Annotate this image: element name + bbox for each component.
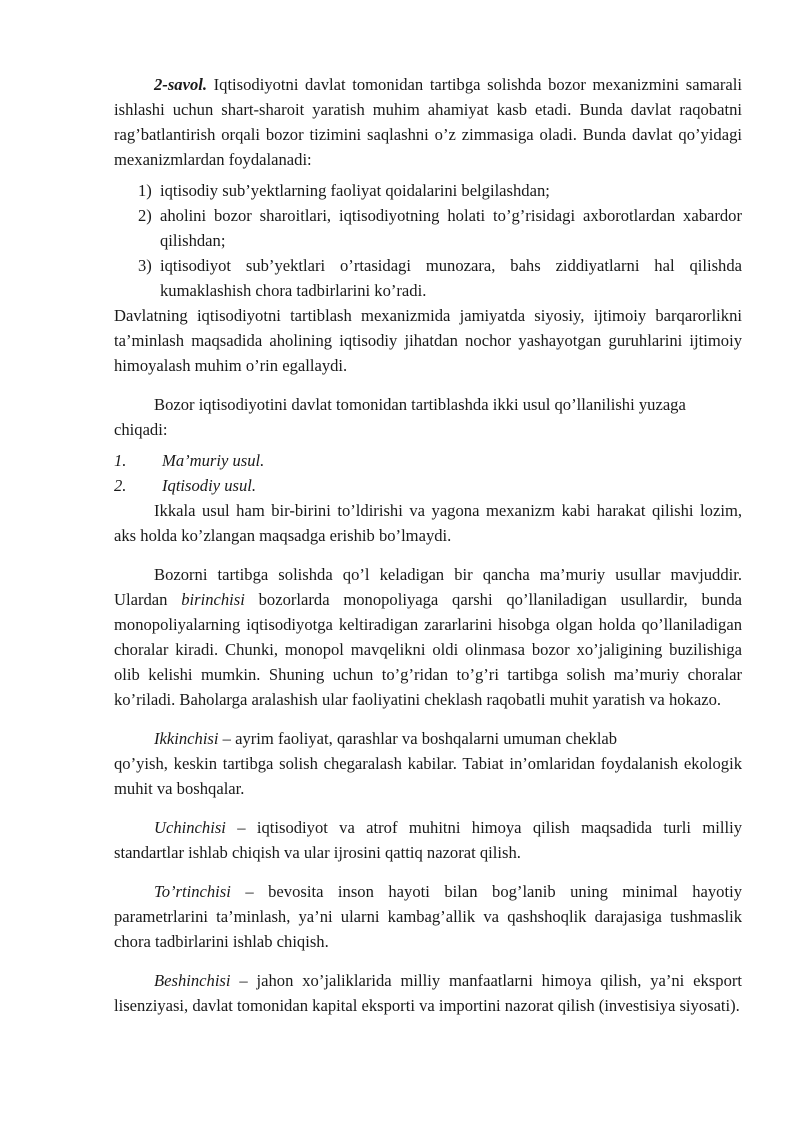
mechanism-list bbox=[114, 178, 742, 303]
paragraph-text: – bevosita inson hayoti bilan bog’lanib uning minimal hayotiy parametrlarini ta’minlash, ya’ni ularni kambag’allik va qashshoqlik darajasiga tushmaslik chora tadbirlarini ishlab chiqish. bbox=[114, 882, 742, 951]
list-item bbox=[114, 178, 742, 203]
fifth-method-paragraph bbox=[114, 968, 742, 1018]
list-item-text: iqtisodiyot sub’yektlari o’rtasidagi munozara, bahs ziddiyatlarni hal qilishda kumaklashish chora tadbirlarini ko’radi. bbox=[160, 256, 742, 300]
paragraph-text: – iqtisodiyot va atrof muhitni himoya qilish maqsadida turli milliy standartlar ishlab chiqish va ular ijrosini qattiq nazorat qilish. bbox=[114, 818, 742, 862]
list-marker: 1. bbox=[114, 451, 127, 470]
emphasized-term: To’rtinchisi bbox=[154, 882, 231, 901]
emphasized-term: Beshinchisi bbox=[154, 971, 231, 990]
question-text: Iqtisodiyotni davlat tomonidan tartibga solishda bozor mexanizmini samarali ishlashi uchun shart-sharoit yaratish muhim ahamiyat kasb etadi. Bunda davlat raqobatni rag’batlantirish orqali bozor tizimini saqlashni o’z zimmasiga oladi. Bunda davlat qo’yidagi mexanizmlardan foydalanadi: bbox=[114, 75, 742, 169]
list-item-text: Iqtisodiy usul. bbox=[162, 476, 257, 495]
admin-methods-paragraph bbox=[114, 562, 742, 712]
list-item bbox=[114, 448, 742, 473]
list-marker: 2) bbox=[138, 206, 152, 225]
social-protection-paragraph: Davlatning iqtisodiyotni tartiblash mexanizmida jamiyatda siyosiy, ijtimoiy barqarorlikni ta’minlash maqsadida aholining iqtisodiy jihatdan nochor yashayotgan guruhlarini ijtimoiy himoyalash muhim o’rin egallaydi. bbox=[114, 306, 742, 375]
methods-intro-paragraph: Bozor iqtisodiyotini davlat tomonidan tartiblashda ikki usul qo’llanilishi yuzaga chiqadi: bbox=[114, 395, 686, 439]
paragraph-text: – jahon xo’jaliklarida milliy manfaatlarni himoya qilish, ya’ni eksport lisenziyasi, davlat tomonidan kapital eksporti va importini nazorat qilish (investisiya siyosati). bbox=[114, 971, 742, 1015]
question-2-paragraph bbox=[114, 72, 742, 172]
emphasized-term: birinchisi bbox=[181, 590, 245, 609]
second-method-paragraph bbox=[114, 726, 742, 751]
list-item bbox=[114, 203, 742, 253]
emphasized-term: Ikkinchisi bbox=[154, 729, 219, 748]
list-item bbox=[114, 253, 742, 303]
fourth-method-paragraph bbox=[114, 879, 742, 954]
list-item-text: Ma’muriy usul. bbox=[162, 451, 265, 470]
second-method-continuation: qo’yish, keskin tartibga solish chegaralash kabilar. Tabiat in’omlaridan foydalanish ekologik muhit va boshqalar. bbox=[114, 754, 742, 798]
paragraph-text: bozorlarda monopoliyaga qarshi qo’llaniladigan usullardir, bunda monopoliyalarning iqtisodiyotga keltiradigan zararlarini hisobga olgan holda qo’llaniladigan choralar kiradi. Chunki, monopol mavqelikni oldi olinmasa bozor xo’jaligining buzilishiga olib kelishi mumkin. Shuning uchun to’g’ridan to’g’ri tartibga solish ma’muriy choralar ko’riladi. Baholarga aralashish ular faoliyatini cheklash raqobatli muhit yaratish va hokazo. bbox=[114, 590, 742, 709]
third-method-paragraph bbox=[114, 815, 742, 865]
list-item-text: aholini bozor sharoitlari, iqtisodiyotning holati to’g’risidagi axborotlardan xabardor qilishdan; bbox=[160, 206, 742, 250]
both-methods-paragraph: Ikkala usul ham bir-birini to’ldirishi va yagona mexanizm kabi harakat qilishi lozim, aks holda ko’zlangan maqsadga erishib bo’lmaydi. bbox=[114, 501, 742, 545]
paragraph-text: – ayrim faoliyat, qarashlar va boshqalarni umuman cheklab bbox=[218, 729, 618, 748]
emphasized-term: Uchinchisi bbox=[154, 818, 226, 837]
list-marker: 3) bbox=[138, 256, 152, 275]
list-marker: 2. bbox=[114, 476, 127, 495]
list-item bbox=[114, 473, 742, 498]
paragraph-text: Bozorni tartibga solishda qo’l keladigan bir qancha ma’muriy usullar mavjuddir. Ulardan bbox=[114, 565, 742, 609]
list-marker: 1) bbox=[138, 181, 152, 200]
methods-list bbox=[114, 448, 742, 498]
question-label: 2-savol. bbox=[154, 75, 207, 94]
list-item-text: iqtisodiy sub’yektlarning faoliyat qoidalarini belgilashdan; bbox=[160, 181, 550, 200]
